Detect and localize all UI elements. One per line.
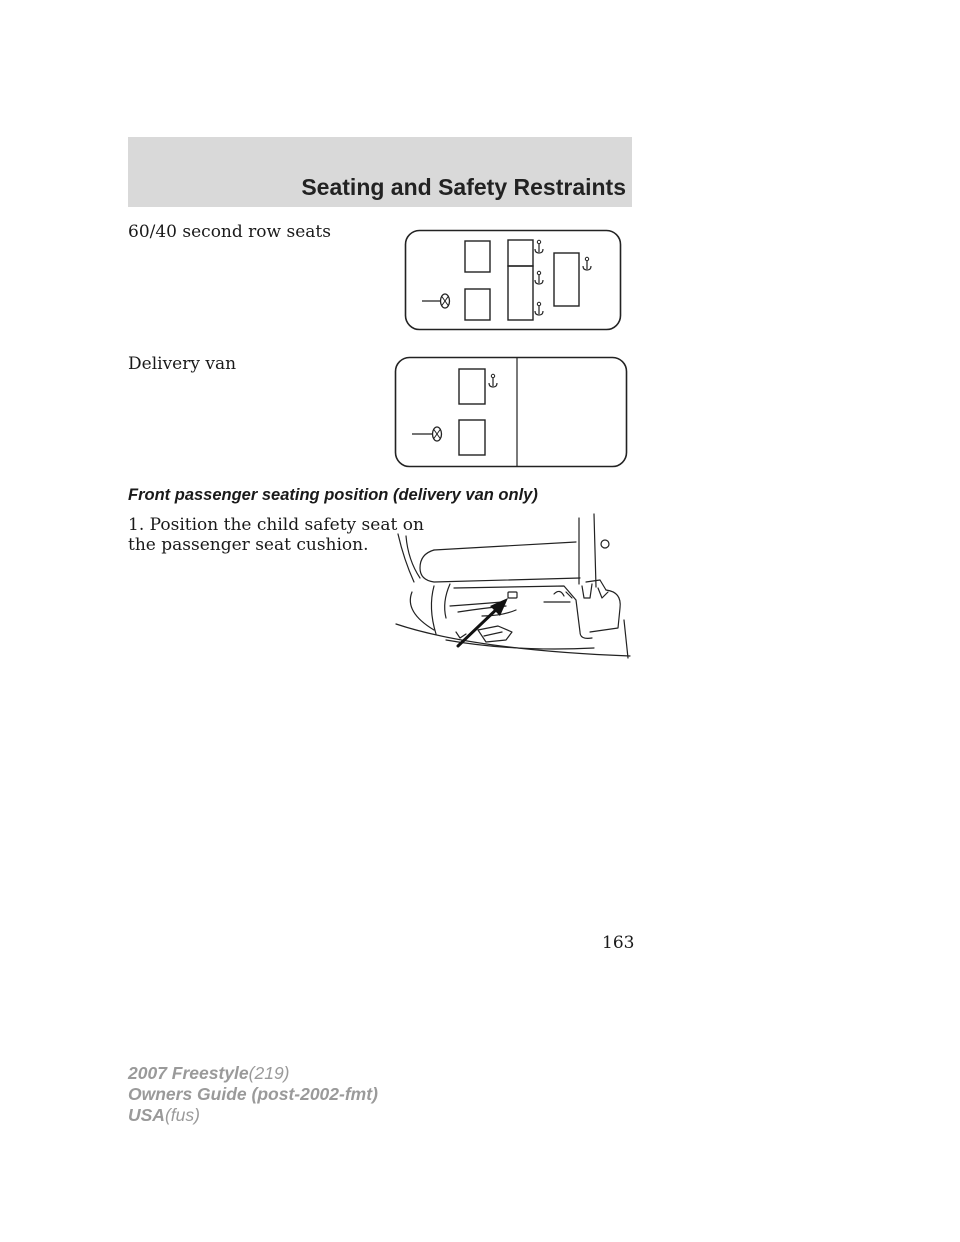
second-row-caption: 60/40 second row seats [128, 222, 331, 242]
anchor-icon [583, 257, 591, 270]
front-seat-left [465, 241, 490, 272]
anchor-icon [535, 302, 543, 315]
front-passenger-heading: Front passenger seating position (delivery van only) [128, 486, 538, 504]
front-seat-right [465, 289, 490, 320]
delivery-van-seat-diagram [394, 356, 628, 468]
second-row-60-seat [508, 266, 533, 320]
step-1-line-1: 1. Position the child safety seat on [128, 515, 424, 535]
step-1-line-2: the passenger seat cushion. [128, 535, 369, 555]
passenger-seat [459, 369, 485, 404]
page-number: 163 [602, 933, 635, 953]
footer-guide: Owners Guide (post-2002-fmt) [128, 1084, 378, 1104]
footer [128, 1063, 378, 1126]
steering-wheel-icon [412, 427, 442, 441]
footer-model: 2007 Freestyle [128, 1063, 249, 1083]
anchor-icon [489, 374, 497, 387]
third-row-seat [554, 253, 579, 306]
footer-region-code: (fus) [164, 1105, 200, 1125]
footer-region: USA [128, 1105, 165, 1125]
anchor-icon [535, 240, 543, 253]
second-row-seat-diagram [404, 229, 622, 331]
section-title: Seating and Safety Restraints [301, 174, 626, 200]
second-row-40-seat [508, 240, 533, 266]
header-band [128, 137, 632, 207]
anchor-icon [535, 271, 543, 284]
passenger-seat-illustration [394, 512, 636, 660]
steering-wheel-icon [422, 294, 450, 308]
delivery-van-caption: Delivery van [128, 354, 237, 374]
footer-model-code: (219) [248, 1063, 290, 1083]
driver-seat [459, 420, 485, 455]
